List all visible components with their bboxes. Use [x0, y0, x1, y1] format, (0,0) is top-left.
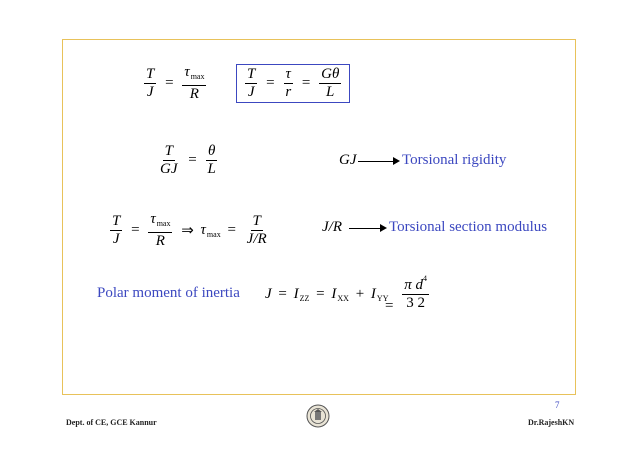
arrow-jr: [349, 228, 381, 229]
torsional-rigidity-label: Torsional rigidity: [402, 152, 507, 168]
equation-angle-of-twist: $\frac{T}{GJ}$ = $\frac{\theta}{L}$: [160, 143, 216, 177]
torsion-equation-boxed: $\frac{T}{J}$ = $\frac{\tau}{r}$ = $\frac{G\theta}{L}$: [236, 64, 350, 103]
equation-max-shear: $\frac{T}{J}$ = $\frac{\tau_{max}}{R}$ ⇒ $\tau_{max}$ = $\frac{T}{J/R}$: [112, 211, 267, 249]
arrow-head-icon: [380, 224, 387, 232]
equation-polar-moment-value: = $\frac{\pi d^4}{3 2}$: [382, 270, 431, 315]
arrow-head-icon: [393, 157, 400, 165]
equation-t-over-j: $\frac{T}{J}$ = $\frac{\tau_{max}}{R}$: [146, 64, 205, 102]
college-logo-icon: [306, 404, 330, 428]
page-number: 7: [555, 400, 560, 410]
equation-polar-moment: $J = I_{ZZ} = I_{XX} + I_{YY}$: [265, 286, 389, 303]
jr-symbol: J/R: [322, 219, 342, 235]
footer-author: Dr.RajeshKN: [528, 418, 575, 427]
torsional-section-modulus-label: Torsional section modulus: [389, 219, 548, 235]
polar-moment-label: Polar moment of inertia: [97, 285, 240, 301]
arrow-gj: [358, 161, 394, 162]
footer-department: Dept. of CE, GCE Kannur: [66, 418, 157, 427]
gj-symbol: GJ: [339, 152, 357, 168]
